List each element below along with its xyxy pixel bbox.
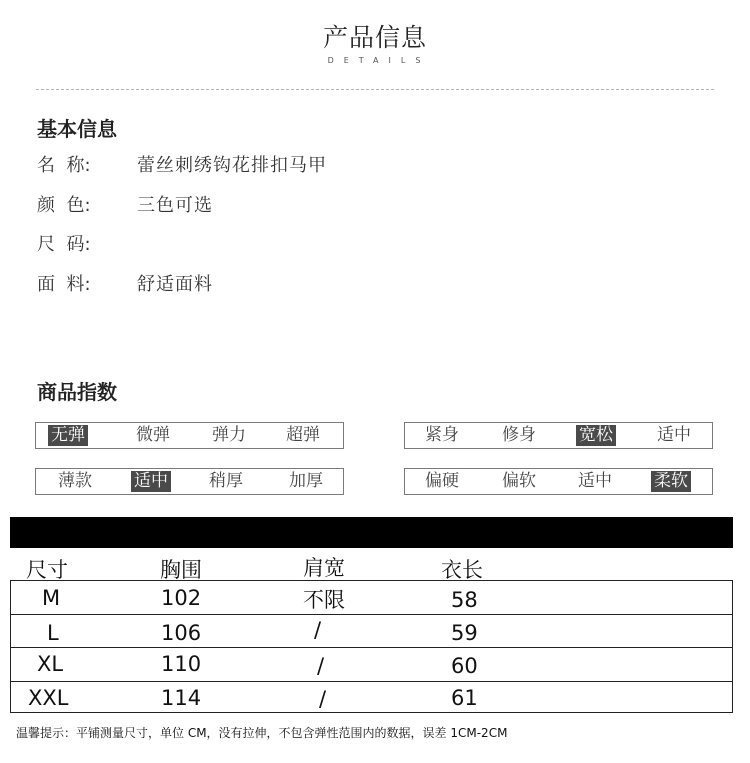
index-option: 适中 xyxy=(657,425,691,445)
info-row-color xyxy=(37,191,213,217)
index-option: 适中 xyxy=(578,471,612,491)
index-option: 紧身 xyxy=(425,425,459,445)
index-option-selected: 宽松 xyxy=(576,425,616,446)
page-title: 产品信息 xyxy=(322,23,427,52)
info-row-fabric xyxy=(37,270,213,296)
table-cell: 59 xyxy=(451,621,478,645)
info-value: 舒适面料 xyxy=(137,274,213,295)
index-option: 加厚 xyxy=(289,471,323,491)
table-header-cell: 衣长 xyxy=(441,558,483,582)
table-cell: 110 xyxy=(161,652,202,676)
table-rule xyxy=(10,712,733,713)
table-rule xyxy=(10,614,733,615)
index-option: 修身 xyxy=(502,425,536,445)
table-rule xyxy=(10,681,733,682)
table-header-cell: 尺寸 xyxy=(26,558,68,582)
info-value: 三色可选 xyxy=(137,195,213,216)
index-option: 稍厚 xyxy=(209,471,243,491)
index-option: 超弹 xyxy=(286,425,320,445)
index-option: 偏硬 xyxy=(425,471,459,491)
basic-info-heading: 基本信息 xyxy=(37,117,117,141)
table-header-cell: 肩宽 xyxy=(303,556,345,580)
index-option-selected: 适中 xyxy=(131,471,171,492)
info-row-size xyxy=(37,230,137,256)
index-option: 薄款 xyxy=(58,471,92,491)
table-cell: XL xyxy=(37,652,64,676)
table-cell: 102 xyxy=(161,586,202,610)
page-subtitle: DETAILS xyxy=(327,56,431,65)
table-cell: 61 xyxy=(451,686,478,710)
info-label: 面 料: xyxy=(37,274,91,295)
table-cell: 58 xyxy=(451,588,478,612)
measurement-note: 温馨提示：平铺测量尺寸，单位 CM，没有拉伸，不包含弹性范围内的数据，误差 1CM-2CM xyxy=(16,726,508,740)
table-cell: M xyxy=(42,586,61,610)
table-header-cell: 胸围 xyxy=(160,558,202,582)
index-option: 偏软 xyxy=(502,471,536,491)
info-label: 名 称: xyxy=(37,155,91,176)
product-index-heading: 商品指数 xyxy=(37,380,117,404)
table-cell: 114 xyxy=(161,686,202,710)
table-cell: / xyxy=(317,654,325,678)
softness-scale xyxy=(404,468,713,495)
index-option: 弹力 xyxy=(212,425,246,445)
index-option: 微弹 xyxy=(136,425,170,445)
table-cell: 不限 xyxy=(303,588,345,612)
index-option-selected: 柔软 xyxy=(651,471,691,492)
dashed-divider xyxy=(36,89,714,90)
table-cell: / xyxy=(314,618,322,642)
elasticity-scale xyxy=(35,422,344,449)
info-label: 尺 码: xyxy=(37,234,91,255)
fit-scale xyxy=(404,422,713,449)
table-cell: 106 xyxy=(161,621,202,645)
table-rule xyxy=(10,647,733,648)
table-cell: 60 xyxy=(451,654,478,678)
thickness-scale xyxy=(35,468,344,495)
table-cell: L xyxy=(47,621,59,645)
table-cell: / xyxy=(319,687,327,711)
info-value: 蕾丝刺绣钩花排扣马甲 xyxy=(137,155,327,176)
info-row-name xyxy=(37,151,327,177)
info-label: 颜 色: xyxy=(37,195,91,216)
index-option-selected: 无弹 xyxy=(48,425,88,446)
table-cell: XXL xyxy=(28,686,69,710)
size-table-header-bar xyxy=(10,517,733,548)
table-rule xyxy=(732,580,733,712)
table-rule xyxy=(10,580,11,712)
table-rule xyxy=(10,580,733,581)
